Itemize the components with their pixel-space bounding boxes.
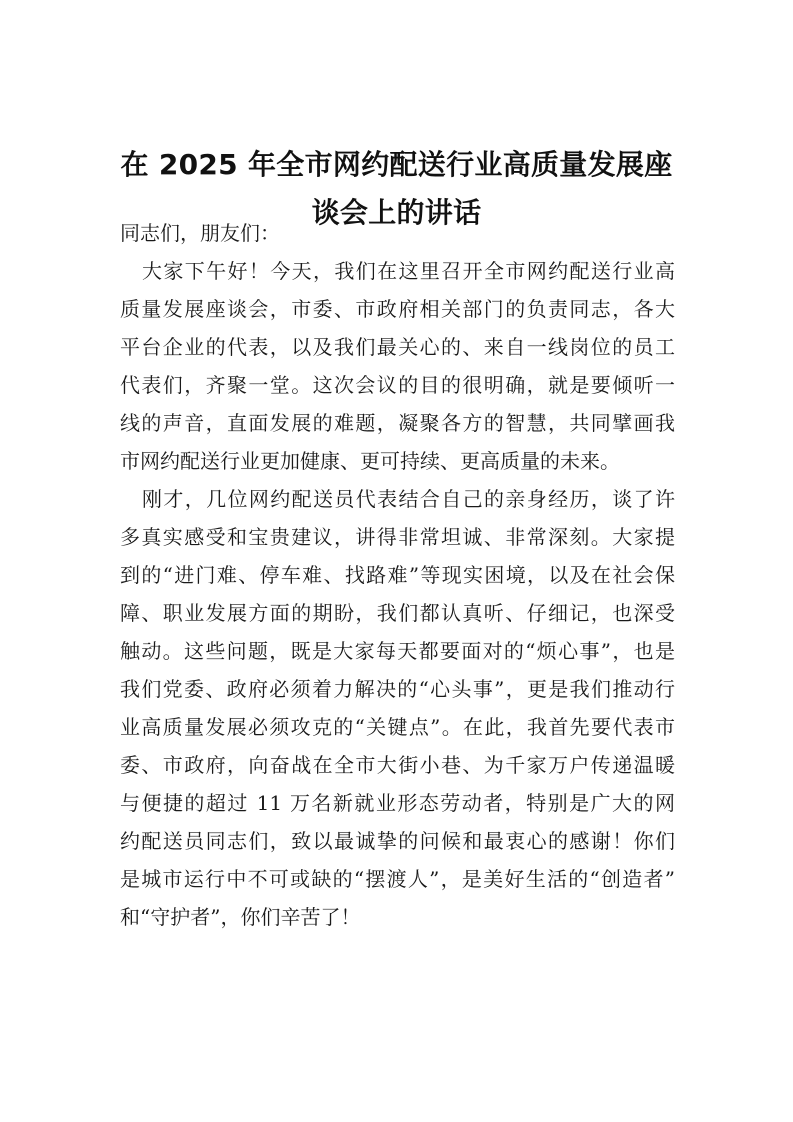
paragraph-line: 触动。这些问题，既是大家每天都要面对的“烦心事”，也是 — [120, 639, 675, 663]
paragraph-line: 是城市运行中不可或缺的“摆渡人”，是美好生活的“创造者” — [120, 867, 675, 891]
paragraph-line: 代表们，齐聚一堂。这次会议的目的很明确，就是要倾听一 — [120, 373, 675, 397]
paragraph-line: 与便捷的超过 11 万名新就业形态劳动者，特别是广大的网 — [120, 791, 675, 815]
paragraph-line: 我们党委、政府必须着力解决的“心头事”，更是我们推动行 — [120, 677, 675, 701]
paragraph-line: 和“守护者”，你们辛苦了！ — [120, 905, 361, 929]
paragraph-line: 障、职业发展方面的期盼，我们都认真听、仔细记，也深受 — [120, 601, 675, 625]
paragraph-line: 委、市政府，向奋战在全市大街小巷、为千家万户传递温暖 — [120, 753, 675, 777]
paragraph-line: 质量发展座谈会，市委、市政府相关部门的负责同志，各大 — [120, 297, 675, 321]
document-body — [120, 214, 675, 936]
paragraph-line: 多真实感受和宝贵建议，讲得非常坦诚、非常深刻。大家提 — [120, 525, 675, 549]
salutation: 同志们，朋友们： — [120, 221, 280, 245]
paragraph-line: 到的“进门难、停车难、找路难”等现实困境，以及在社会保 — [120, 563, 675, 587]
paragraph-opening — [120, 252, 675, 480]
title-line: 在 2025 年全市网约配送行业高质量发展座 — [120, 147, 673, 181]
paragraph-line: 市网约配送行业更加健康、更可持续、更高质量的未来。 — [120, 449, 620, 473]
paragraph-line: 约配送员同志们，致以最诚挚的问候和最衷心的感谢！你们 — [120, 829, 675, 853]
paragraph-line: 刚才，几位网约配送员代表结合自己的亲身经历，谈了许 — [142, 487, 675, 511]
paragraph-line: 大家下午好！今天，我们在这里召开全市网约配送行业高 — [142, 259, 675, 283]
paragraph-feedback — [120, 480, 675, 936]
title-line: 谈会上的讲话 — [311, 195, 482, 229]
paragraph-line: 平台企业的代表，以及我们最关心的、来自一线岗位的员工 — [120, 335, 675, 359]
paragraph-line: 线的声音，直面发展的难题，凝聚各方的智慧，共同擘画我 — [120, 411, 675, 435]
paragraph-line: 业高质量发展必须攻克的“关键点”。在此，我首先要代表市 — [120, 715, 675, 739]
